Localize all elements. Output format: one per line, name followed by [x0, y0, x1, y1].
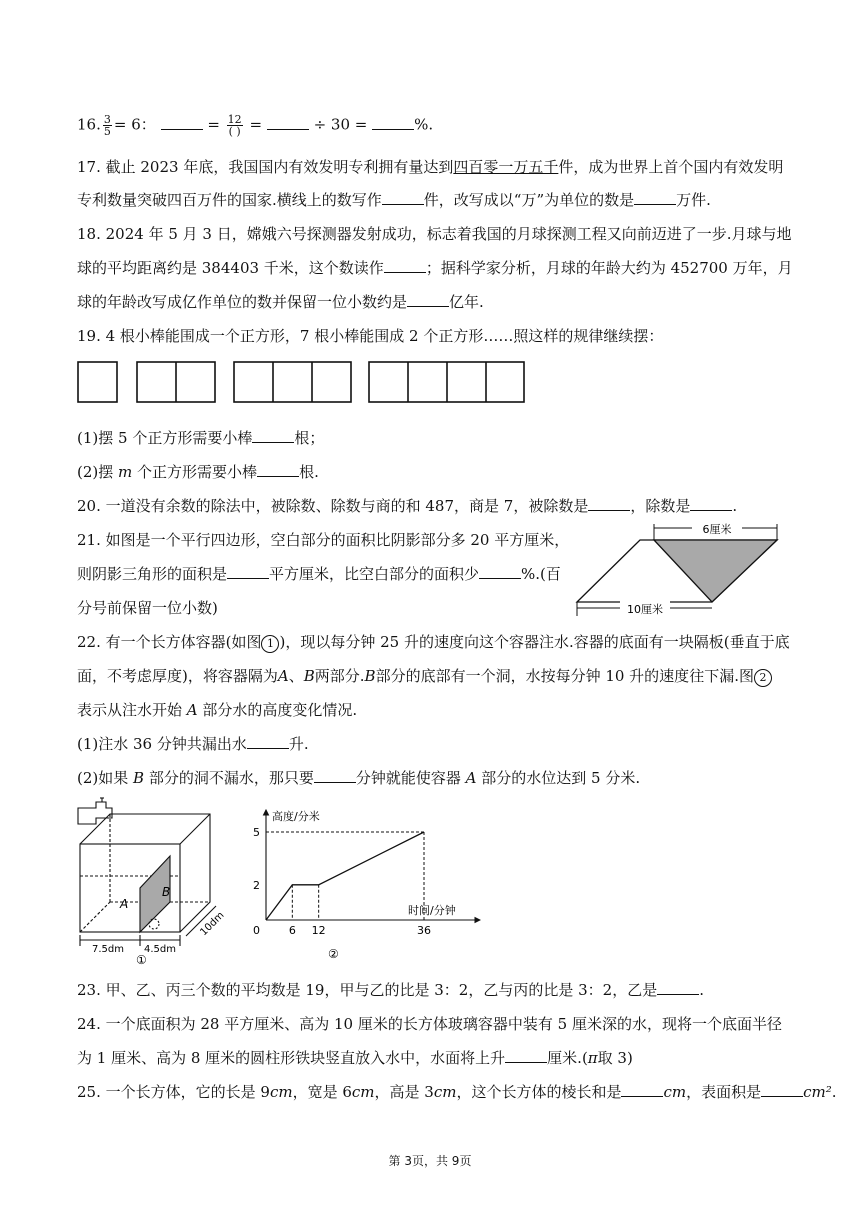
svg-text:7.5dm: 7.5dm [92, 944, 124, 955]
q20: 20. 一道没有余数的除法中，被除数、除数与商的和 487，商是 7，被除数是 ，除数是 . [77, 497, 738, 515]
blank[interactable] [257, 462, 299, 477]
blank[interactable] [761, 1082, 803, 1097]
blank[interactable] [384, 258, 426, 273]
svg-text:4.5dm: 4.5dm [144, 944, 176, 955]
fraction-12: $\frac{12}{( )}$ [227, 113, 242, 138]
q22-sub1: (1)注水 36 分钟共漏出水 升. [77, 735, 309, 753]
blank[interactable] [372, 115, 414, 130]
q18-line1: 18. 2024 年 5 月 3 日，嫦娥六号探测器发射成功，标志着我国的月球探测工程又向前迈进了一步.月球与地 [77, 225, 792, 243]
blank[interactable] [634, 190, 676, 205]
q21-line2: 则阴影三角形的面积是 平方厘米，比空白部分的面积少 %.(百 [77, 565, 561, 583]
svg-text:A: A [120, 897, 129, 911]
q22-sub2: (2)如果 B 部分的洞不漏水，那只要 分钟就能使容器 A 部分的水位达到 5 分米. [77, 769, 641, 787]
chart-caption: ② [328, 947, 339, 961]
blank[interactable] [690, 496, 732, 511]
blank[interactable] [479, 564, 521, 579]
svg-text:①: ① [136, 953, 147, 966]
q17-line2: 专利数量突破四百万件的国家.横线上的数写作 件，改写成以“万”为单位的数是 万件. [77, 191, 711, 209]
blank[interactable] [657, 980, 699, 995]
blank[interactable] [407, 292, 449, 307]
x-axis-label: 时间/分钟 [408, 904, 456, 917]
x-tick-6: 6 [288, 924, 296, 937]
q18-line2: 球的平均距离约是 384403 千米，这个数读作 ；据科学家分析，月球的年龄大约为 452700 万年，月 [77, 259, 793, 277]
blank[interactable] [505, 1048, 547, 1063]
q22-line3: 表示从注水开始 A 部分水的高度变化情况. [77, 701, 358, 719]
blank[interactable] [161, 115, 203, 130]
q21-line3: 分号前保留一位小数) [77, 599, 218, 617]
x-tick-0: 0 [253, 924, 260, 937]
circled-1: 1 [261, 635, 279, 653]
q24-line2: 为 1 厘米、高为 8 厘米的圆柱形铁块竖直放入水中，水面将上升 厘米.(π取 3) [77, 1049, 633, 1067]
q19-line1: 19. 4 根小棒能围成一个正方形，7 根小棒能围成 2 个正方形……照这样的规律继续摆： [77, 327, 664, 345]
blank[interactable] [247, 734, 289, 749]
svg-text:B: B [162, 885, 171, 899]
q25: 25. 一个长方体，它的长是 9cm，宽是 6cm，高是 3cm，这个长方体的棱长和是 cm，表面积是 cm². [77, 1083, 837, 1101]
shaded-triangle [654, 540, 777, 602]
label-10cm: 10厘米 [627, 603, 663, 616]
blank[interactable] [227, 564, 269, 579]
q17-line1: 17. 截止 2023 年底，我国国内有效发明专利拥有量达到四百零一万五千件，成为世界上首个国内有效发明 [77, 158, 784, 176]
q18-line3: 球的年龄改写成亿作单位的数并保留一位小数约是 亿年. [77, 293, 484, 311]
blank[interactable] [621, 1082, 663, 1097]
blank[interactable] [382, 190, 424, 205]
container-figure [70, 796, 240, 966]
blank[interactable] [252, 428, 294, 443]
q19-squares-figure [76, 360, 536, 406]
y-axis-label: 高度/分米 [272, 810, 320, 823]
fraction-3-5: $\frac{3}{5}$ [103, 113, 111, 138]
q21-line1: 21. 如图是一个平行四边形，空白部分的面积比阴影部分多 20 平方厘米， [77, 531, 570, 549]
blank[interactable] [267, 115, 309, 130]
blank[interactable] [588, 496, 630, 511]
q22-line1: 22. 有一个长方体容器(如图 1 )，现以每分钟 25 升的速度向这个容器注水.容器的底面有一块隔板(垂直于底 [77, 633, 790, 651]
x-tick-36: 36 [417, 924, 431, 937]
q19-sub2: (2)摆 m 个正方形需要小棒 根. [77, 463, 319, 481]
blank[interactable] [314, 768, 356, 783]
circled-2: 2 [754, 669, 772, 687]
y-tick-2: 2 [253, 878, 260, 892]
x-tick-12: 12 [311, 924, 326, 937]
series-line [266, 832, 424, 920]
q23: 23. 甲、乙、丙三个数的平均数是 19，甲与乙的比是 3：2，乙与丙的比是 3：2，乙是 . [77, 981, 704, 999]
y-tick-5: 5 [253, 826, 260, 839]
page-footer: 第 3页，共 9页 [388, 1154, 472, 1168]
svg-text:10dm: 10dm [198, 909, 227, 939]
label-6cm: 6厘米 [702, 523, 732, 536]
q24-line1: 24. 一个底面积为 28 平方厘米、高为 10 厘米的长方体玻璃容器中装有 5 厘米深的水，现将一个底面半径 [77, 1015, 782, 1033]
parallelogram-figure [572, 520, 792, 624]
water-height-chart [248, 800, 508, 966]
q16: 16. $\frac{3}{5}$ = 6： = $\frac{12}{( )}$ = ÷ 30 = %. [77, 113, 434, 138]
q22-line2: 面，不考虑厚度)，将容器隔为A、B两部分.B部分的底部有一个洞，水按每分钟 10 升的速度往下漏.图 2 [77, 666, 772, 687]
q19-sub1: (1)摆 5 个正方形需要小棒 根； [77, 429, 325, 447]
